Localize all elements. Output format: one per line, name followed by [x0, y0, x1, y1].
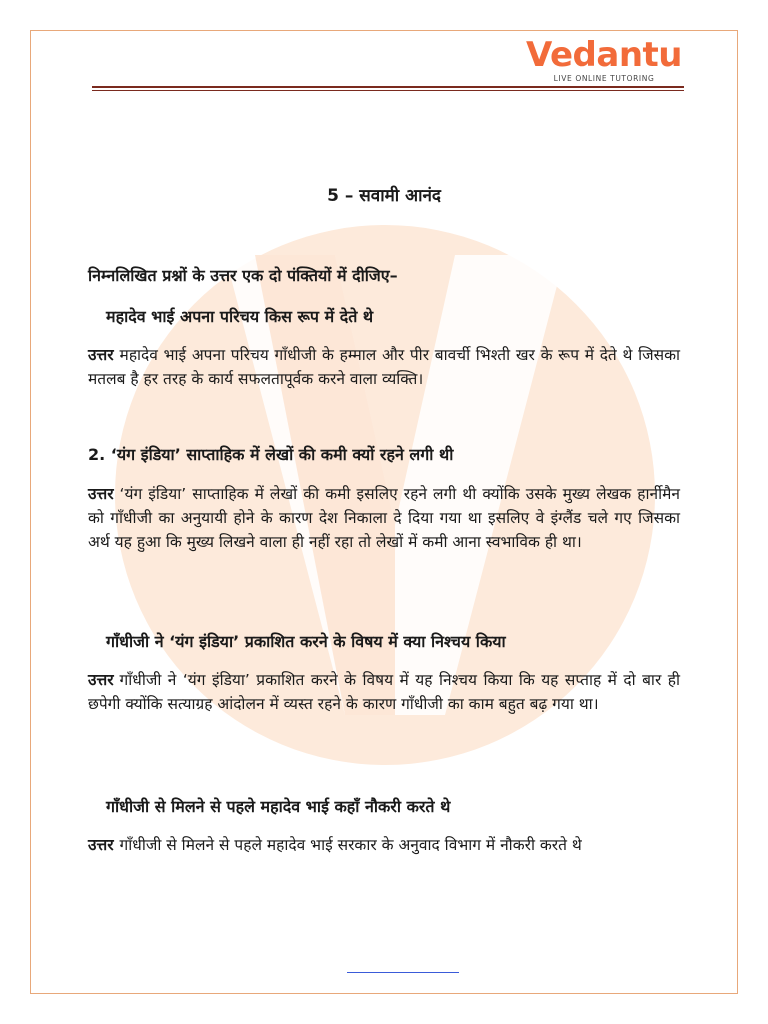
question-4: गाँधीजी से मिलने से पहले महादेव भाई कहाँ नौकरी करते थे: [106, 797, 451, 816]
answer-label: उत्तर: [88, 836, 114, 854]
answer-text: ‘यंग इंडिया’ साप्ताहिक में लेखों की कमी इसलिए रहने लगी थी क्योंकि उसके मुख्य लेखक हार्नीमैन को गाँधीजी का अनुयायी होने के कारण देश निकाला दे दिया गया था इसलिए वे इंग्लैंड चले गए जिसका अर्थ यह हुआ कि मुख्य लिखने वाला ही नहीं रहा तो लेखों में कमी आना स्वभाविक ही था।: [88, 485, 680, 551]
instruction-heading: निम्नलिखित प्रश्नों के उत्तर एक दो पंक्तियों में दीजिए–: [88, 266, 398, 285]
answer-text: गाँधीजी ने ‘यंग इंडिया’ प्रकाशित करने के विषय में यह निश्चय किया कि यह सप्ताह में दो बार ही छपेगी क्योंकि सत्याग्रह आंदोलन में व्यस्त रहने के कारण गाँधीजी का काम बहुत बढ़ गया था।: [88, 671, 680, 713]
logo-wordmark: Vedantu: [526, 35, 682, 75]
footer-link-line: [347, 972, 459, 973]
answer-3: [88, 668, 680, 716]
logo-tagline: LIVE ONLINE TUTORING: [553, 74, 655, 83]
header-rule: [92, 86, 684, 91]
answer-text: गाँधीजी से मिलने से पहले महादेव भाई सरकार के अनुवाद विभाग में नौकरी करते थे: [119, 836, 582, 854]
question-2: 2. ‘यंग इंडिया’ साप्ताहिक में लेखों की कमी क्यों रहने लगी थी: [88, 445, 454, 464]
vedantu-logo: [526, 35, 682, 83]
answer-label: उत्तर: [88, 346, 114, 364]
page-title: 5 – सवामी आनंद: [327, 186, 441, 206]
answer-text: महादेव भाई अपना परिचय गाँधीजी के हम्माल और पीर बावर्ची भिश्ती खर के रूप में देते थे जिसका मतलब है हर तरह के कार्य सफलतापूर्वक करने वाला व्यक्ति।: [88, 346, 680, 388]
answer-label: उत्तर: [88, 485, 114, 503]
answer-2: [88, 482, 680, 554]
question-3: गाँधीजी ने ‘यंग इंडिया’ प्रकाशित करने के विषय में क्या निश्चय किया: [106, 632, 506, 651]
answer-4: [88, 833, 680, 857]
question-1: महादेव भाई अपना परिचय किस रूप में देते थे: [106, 307, 374, 326]
answer-1: [88, 343, 680, 391]
answer-label: उत्तर: [88, 671, 114, 689]
